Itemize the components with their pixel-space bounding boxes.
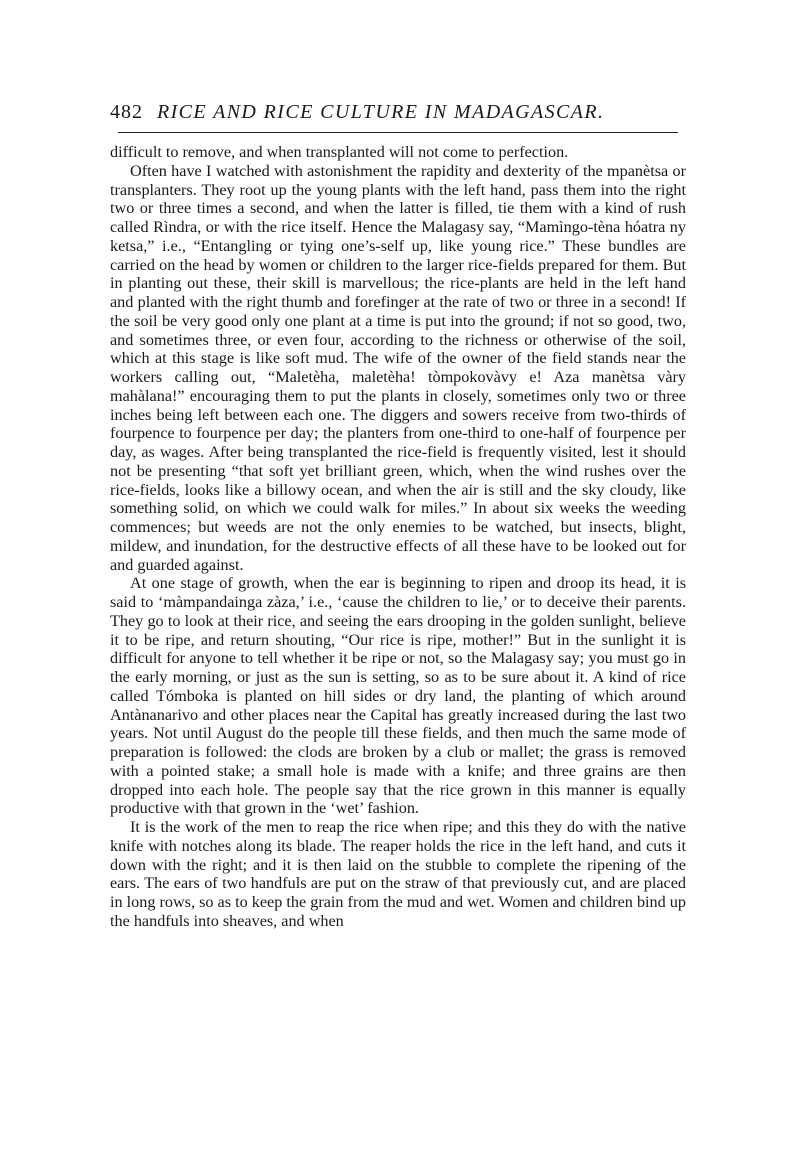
page-header [110,100,686,124]
page-number: 482 [110,101,143,123]
book-page [110,100,686,931]
paragraph-transplanting: Often have I watched with astonishment the rapidity and dexterity of the mpanètsa or transplanters. They root up the young plants with the left hand, pass them into the right two or three times a second, and when the latter is filled, tie them with a kind of rush called Rìndra, or with the rice itself. Hence the Malagasy say, “Mamìngo-tèna hóatra ny ketsa,” i.e., “Entangling or tying one’s-self up, like young rice.” These bundles are carried on the head by women or children to the larger rice-fields prepared for them. But in planting out these, their skill is marvellous; the rice-plants are held in the left hand and planted with the right thumb and forefinger at the rate of two or three in a second! If the soil be very good only one plant at a time is put into the ground; if not so good, two, and sometimes three, or even four, according to the richness or otherwise of the soil, which at this stage is like soft mud. The wife of the owner of the field stands near the workers calling out, “Maletèha, maletèha! tòmpokovàvy e! Aza manètsa vàry mahàlana!” encouraging them to put the plants in closely, sometimes only two or three inches being left between each one. The diggers and sowers receive from two-thirds of fourpence to fourpence per day; the planters from one-third to one-half of fourpence per day, as wages. After being transplanted the rice-field is frequently visited, lest it should not be presenting “that soft yet brilliant green, which, when the wind rushes over the rice-fields, looks like a billowy ocean, and when the air is still and the sky cloudy, like something solid, on which we could walk for miles.” In about six weeks the weeding commences; but weeds are not the only enemies to be watched, but insects, blight, mildew, and inundation, for the destructive effects of all these have to be looked out for and guarded against. [110,161,686,574]
paragraph-ripening: At one stage of growth, when the ear is beginning to ripen and droop its head, it is said to ‘màmpandainga zàza,’ i.e., ‘cause the children to lie,’ or to deceive their parents. They go to look at their rice, and seeing the ears drooping in the golden sunlight, believe it to be ripe, and return shouting, “Our rice is ripe, mother!” But in the sunlight it is difficult for anyone to tell whether it be ripe or not, so the Malagasy say; you must go in the early morning, or just as the sun is setting, so as to be sure about it. A kind of rice called Tómboka is planted on hill sides or dry land, the planting of which around Antànanarivo and other places near the Capital has greatly increased during the last two years. Not until August do the people till these fields, and then much the same mode of preparation is followed: the clods are broken by a club or mallet; the grass is removed with a pointed stake; a small hole is made with a knife; and three grains are then dropped into each hole. The people say that the rice grown in this manner is equally productive with that grown in the ‘wet’ fashion. [110,574,686,818]
running-title: RICE AND RICE CULTURE IN MADAGASCAR. [157,101,605,123]
body-text [110,143,686,931]
paragraph-continued: difficult to remove, and when transplanted will not come to perfection. [110,143,569,161]
paragraph-reaping: It is the work of the men to reap the rice when ripe; and this they do with the native knife with notches along its blade. The reaper holds the rice in the left hand, and cuts it down with the right; and it is then laid on the stubble to complete the ripening of the ears. The ears of two handfuls are put on the straw of that previously cut, and are placed in long rows, so as to keep the grain from the mud and wet. Women and children bind up the handfuls into sheaves, and when [110,818,686,930]
header-rule [118,132,678,133]
